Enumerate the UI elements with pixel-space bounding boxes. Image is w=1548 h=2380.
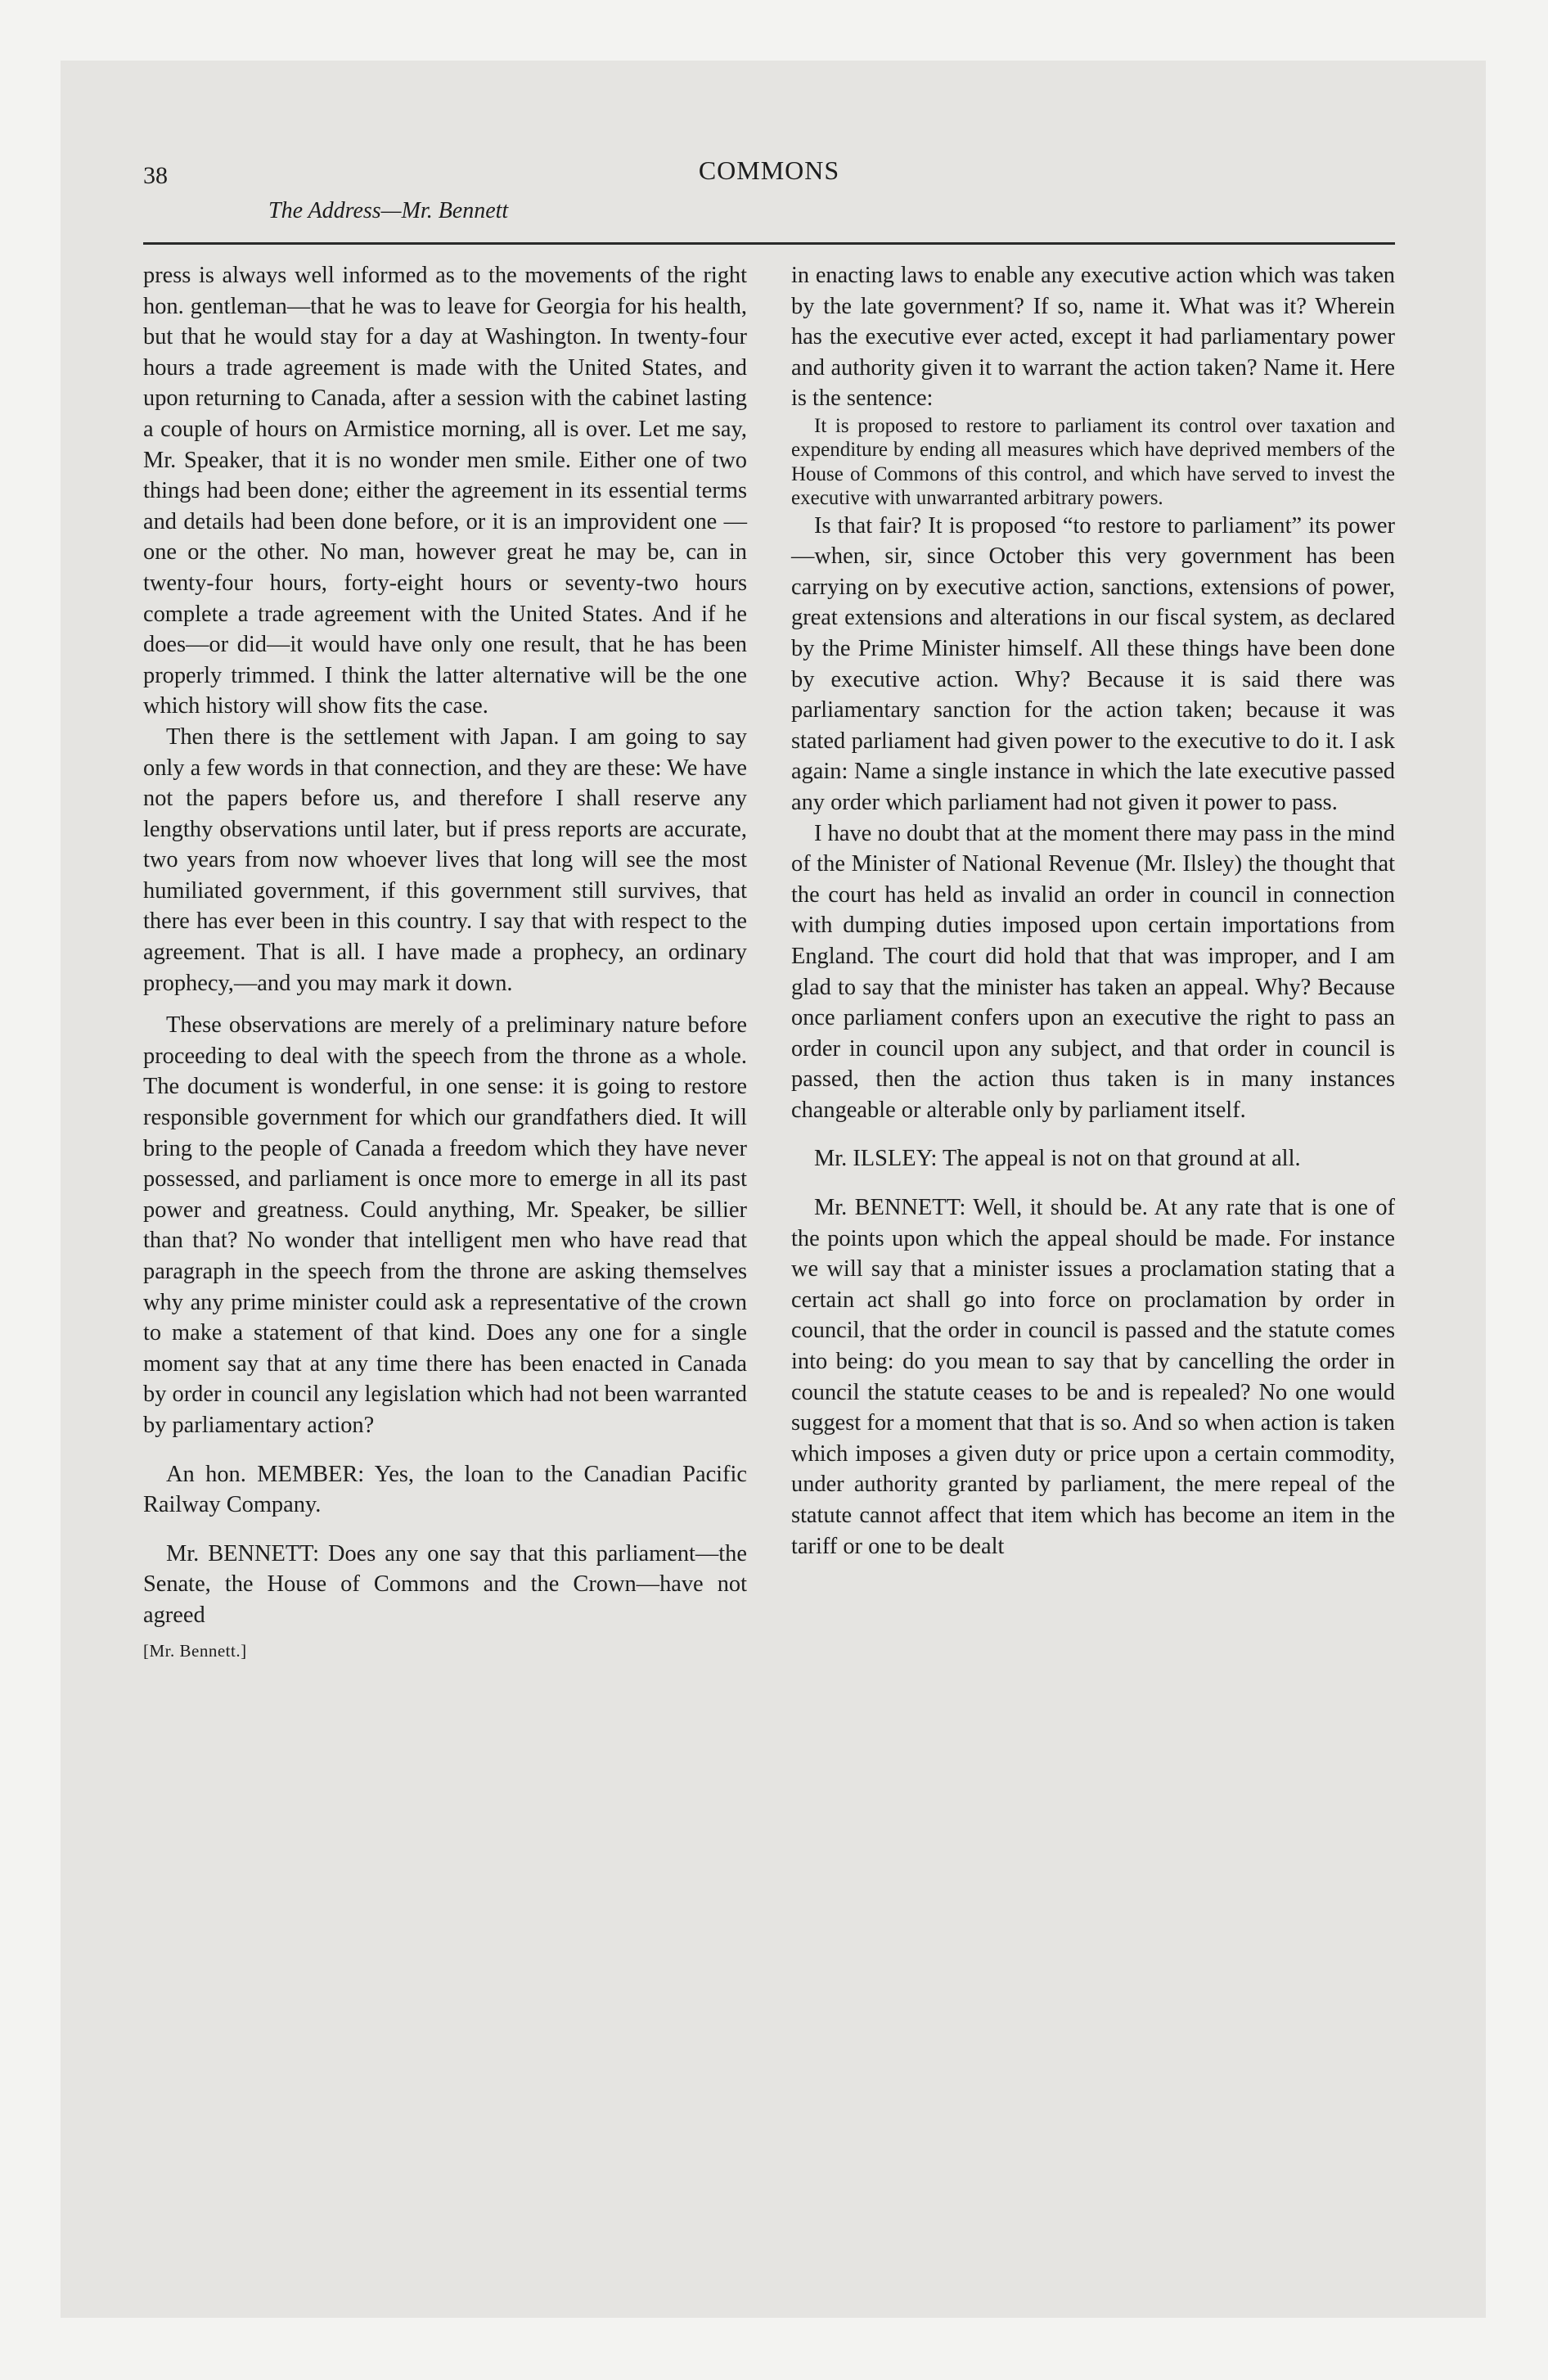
right-column <box>791 260 1395 1666</box>
block-quote: It is proposed to restore to parliament its control over taxation and expenditure by ending all measures which have deprived members of the House of Commons of this control, and which have served to invest the executive with unwarranted arbitrary powers. <box>791 414 1395 510</box>
page-header <box>143 156 1395 223</box>
paragraph: Then there is the settlement with Japan. I am going to say only a few words in that connection, and they are these: We have not the papers before us, and therefore I shall reserve any lengthy observations until later, but if press reports are accurate, two years from now whoever lives that long will see the most humiliated government, if this government still survives, that there has ever been in this country. I say that with respect to the agreement. That is all. I have made a prophecy, an ordinary prophecy,—and you may mark it down. <box>143 723 747 996</box>
speech-paragraph <box>791 1192 1395 1562</box>
paragraph: press is always well informed as to the movements of the right hon. gentleman—that he was to leave for Georgia for his health, but that he would stay for a day at Washington. In twenty-four hours a trade agreement is made with the United States, and upon returning to Canada, after a session with the cabinet lasting a couple of hours on Armistice morning, all is over. Let me say, Mr. Speaker, that it is no wonder men smile. Either one of two things had been done; either the agreement in its essential terms and details had been done before, or it is an improvident one —one or the other. No man, however great he may be, can in twenty-four hours, forty-eight hours or seventy-two hours complete a trade agreement with the United States. And if he does—or did—it would have only one result, that he has been properly trimmed. I think the latter alternative will be the one which history will show fits the case. <box>143 263 747 719</box>
speaker-name: An hon. MEMBER: <box>166 1461 365 1487</box>
paragraph: These observations are merely of a preliminary nature before proceeding to deal with the speech from the throne as a whole. The document is wonderful, in one sense: it is going to restore responsible government for which our grandfathers died. It will bring to the people of Canada a freedom which they have never possessed, and parliament is once more to emerge in all its past power and greatness. Could anything, Mr. Speaker, be sillier than that? No wonder that intelligent men who have read that paragraph in the speech from the throne are asking themselves why any prime minister could ask a representative of the crown to make a statement of that kind. Does any one for a single moment say that at any time there has been enacted in Canada by order in council any legislation which had not been warranted by parliamentary action? <box>143 1012 747 1438</box>
text-columns <box>143 260 1395 1666</box>
paragraph: in enacting laws to enable any executive action which was taken by the late government? If so, name it. What was it? Wherein has the executive ever acted, except it had parliamentary power and authority given it to warrant the action taken? Name it. Here is the sentence: <box>791 263 1395 412</box>
section-title: COMMONS <box>698 156 840 185</box>
hansard-page <box>143 156 1395 1661</box>
page-footer: [Mr. Bennett.] <box>143 1640 247 1661</box>
speech-paragraph <box>143 1539 747 1631</box>
speaker-name: Mr. BENNETT: <box>814 1195 966 1221</box>
paragraph: Is that fair? It is proposed “to restore to parliament” its power—when, sir, since October this very government has been carrying on by executive action, sanctions, extensions of power, great extensions and alterations in our fiscal system, as declared by the Prime Minister himself. All these things have been done by executive action. Why? Because it is said there was parliamentary sanction for the action taken; because it was stated parliament had given power to the executive to do it. I ask again: Name a single instance in which the late executive passed any order which parliament had not given it power to pass. <box>791 512 1395 815</box>
speech-text: Yes, the loan to the Canadian Pacific Railway Company. <box>143 1461 747 1518</box>
speech-paragraph <box>143 1459 747 1521</box>
left-column <box>143 260 747 1666</box>
speech-text: Does any one say that this parliament—the Senate, the House of Commons and the Crown—have not agreed <box>143 1540 747 1628</box>
header-rule <box>143 242 1395 245</box>
speech-paragraph <box>791 1143 1395 1174</box>
paragraph: I have no doubt that at the moment there may pass in the mind of the Minister of National Revenue (Mr. Ilsley) the thought that the court has held as invalid an order in council in connection with dumping duties imposed upon certain importations from England. The court did hold that that was improper, and I am glad to say that the minister has taken an appeal. Why? Because once parliament confers upon an executive the right to pass an order in council upon any subject, and that order in council is passed, then the action thus taken is in many instances changeable or alterable only by parliament itself. <box>791 820 1395 1123</box>
speech-text: Well, it should be. At any rate that is one of the points upon which the appeal should be made. For instance we will say that a minister issues a proclamation stating that a certain act shall go into force on proclamation by order in council, that the order in council is passed and the statute comes into being: do you mean to say that by cancelling the order in council the statute ceases to be and is repealed? No one would suggest for a moment that that is so. And so when action is taken which imposes a given duty or price upon a certain commodity, under authority granted by parliament, the mere repeal of the statute cannot affect that item which has become an item in the tariff or one to be dealt <box>791 1195 1395 1559</box>
running-title: The Address—Mr. Bennett <box>268 198 509 223</box>
speaker-name: Mr. BENNETT: <box>166 1540 319 1566</box>
speaker-name: Mr. ILSLEY: <box>814 1146 938 1172</box>
page-number: 38 <box>143 162 168 189</box>
speech-text: The appeal is not on that ground at all. <box>942 1146 1301 1172</box>
